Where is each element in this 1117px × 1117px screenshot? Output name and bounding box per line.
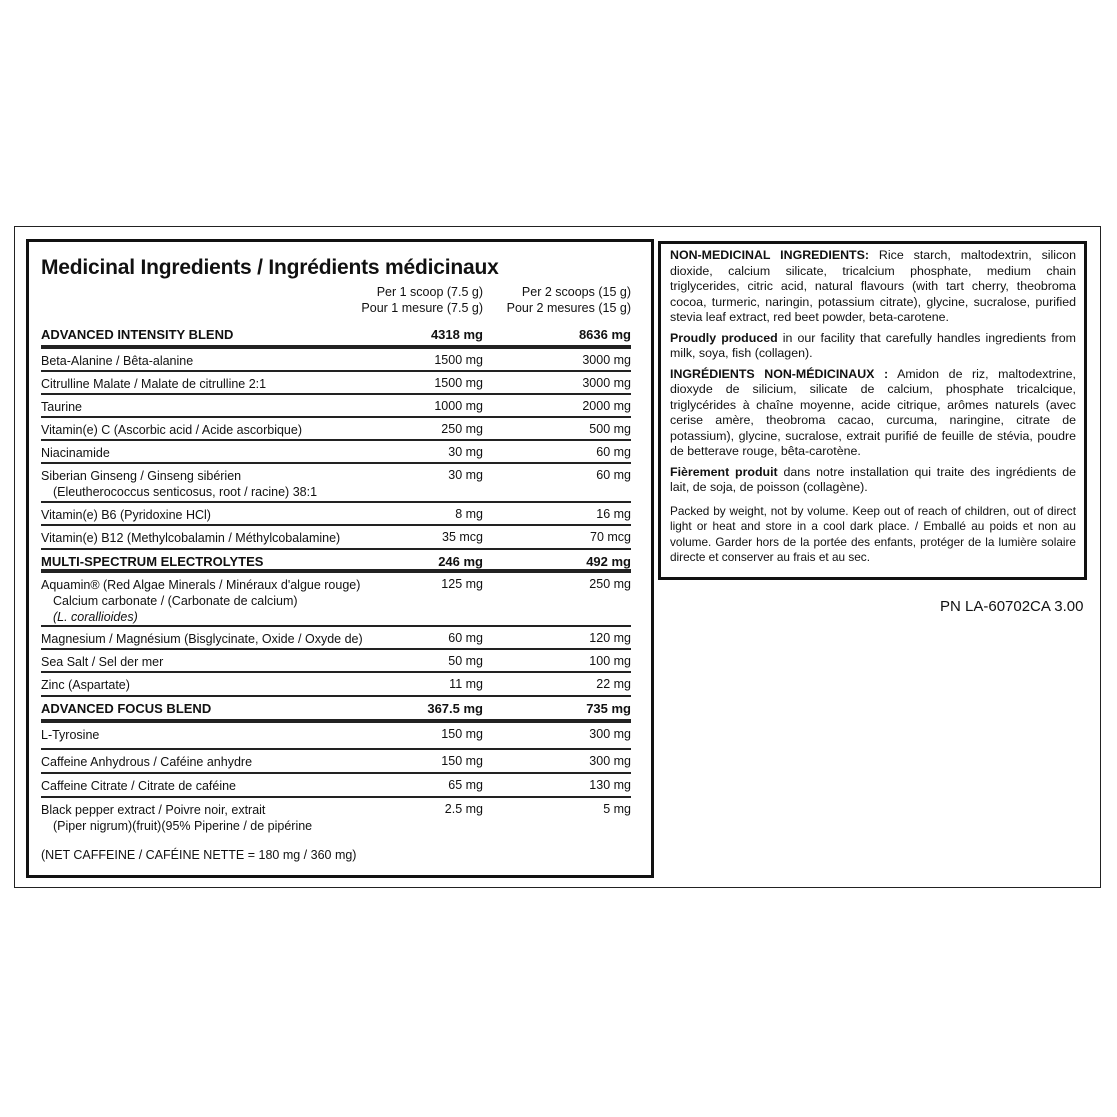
amount-per-2-scoops: 300 mg — [589, 754, 631, 768]
ingredient-name-text: Zinc (Aspartate) — [41, 678, 130, 692]
amount-per-1-scoop: 1000 mg — [434, 399, 483, 413]
table-row — [41, 673, 631, 697]
table-row — [41, 573, 631, 627]
column-header-per-2-scoops — [507, 284, 631, 316]
amount-per-1-scoop: 150 mg — [441, 727, 483, 741]
part-number: PN LA-60702CA 3.00 — [940, 598, 1084, 615]
ingredient-name-text: Aquamin® (Red Algae Minerals / Minéraux d'algue rouge) — [41, 578, 361, 592]
amount-per-2-scoops: 100 mg — [589, 654, 631, 668]
table-row — [41, 774, 631, 798]
ingredient-subline: (Eleutherococcus senticosus, root / racine) 38:1 — [53, 485, 318, 499]
ingredient-name — [41, 654, 411, 670]
non-medicinal-fr-text: Amidon de riz, maltodextrine, dioxyde de silicium, silicate de calcium, phosphate tricalcique, triglycérides à chaîne moyenne, acide citrique, arômes naturels (avec cerise amère, theobroma cacao, curcuma, naringine, citrate de potassium), glycine, sucralose, extrait purifié de feuille de stévia, poudre de betterave rouge, bêta-carotène. — [670, 366, 1076, 458]
amount-per-2-scoops: 120 mg — [589, 631, 631, 645]
table-row — [41, 418, 631, 441]
ingredient-name-text: Siberian Ginseng / Ginseng sibérien — [41, 469, 242, 483]
non-medicinal-en-label: NON-MEDICINAL INGREDIENTS: — [670, 248, 869, 262]
ingredient-name-text: Niacinamide — [41, 446, 110, 460]
amount-per-1-scoop: 60 mg — [448, 631, 483, 645]
amount-per-1-scoop: 250 mg — [441, 422, 483, 436]
amount-per-1-scoop: 50 mg — [448, 654, 483, 668]
net-caffeine-note: (NET CAFFEINE / CAFÉINE NETTE = 180 mg / 360 mg) — [41, 848, 357, 862]
col1-header-en: Per 1 scoop (7.5 g) — [376, 285, 483, 299]
proudly-produced-label: Proudly produced — [670, 330, 778, 345]
blend-row — [41, 550, 631, 573]
amount-per-2-scoops: 3000 mg — [582, 353, 631, 367]
amount-per-2-scoops: 60 mg — [596, 468, 631, 482]
amount-per-1-scoop: 4318 mg — [430, 327, 483, 342]
ingredient-name — [41, 631, 411, 647]
col1-header-fr: Pour 1 mesure (7.5 g) — [361, 301, 483, 315]
blend-row — [41, 323, 631, 349]
non-medicinal-fr-label: INGRÉDIENTS NON-MÉDICINAUX : — [670, 366, 889, 381]
ingredient-name — [41, 530, 411, 546]
ingredient-name — [41, 327, 411, 343]
amount-per-1-scoop: 150 mg — [441, 754, 483, 768]
amount-per-1-scoop: 1500 mg — [434, 353, 483, 367]
non-medicinal-panel — [658, 241, 1087, 580]
amount-per-1-scoop: 125 mg — [441, 577, 483, 591]
amount-per-1-scoop: 11 mg — [449, 677, 483, 691]
amount-per-2-scoops: 5 mg — [603, 802, 631, 816]
fierement-produit-text: dans notre installation qui traite des ingrédients de lait, de soja, de poisson (collagène). — [670, 464, 1076, 494]
amount-per-2-scoops: 60 mg — [596, 445, 631, 459]
ingredient-subline: (Piper nigrum)(fruit)(95% Piperine / de pipérine — [53, 819, 313, 833]
ingredient-name-text: L-Tyrosine — [41, 728, 100, 742]
storage-note: Packed by weight, not by volume. Keep out of reach of children, out of direct light or heat and store in a cool dark place. / Emballé au poids et non au volume. Garder hors de la portée des enfants, protéger de la lumière solaire directe et conserver au frais et au sec. — [670, 503, 1076, 564]
ingredient-name-text: ADVANCED INTENSITY BLEND — [41, 327, 234, 342]
ingredient-name-text: Beta-Alanine / Bêta-alanine — [41, 354, 194, 368]
table-row — [41, 526, 631, 550]
amount-per-2-scoops: 22 mg — [596, 677, 631, 691]
ingredient-name-text: Black pepper extract / Poivre noir, extrait — [41, 803, 266, 817]
amount-per-1-scoop: 35 mcg — [442, 530, 483, 544]
ingredient-name — [41, 727, 411, 743]
amount-per-1-scoop: 246 mg — [438, 554, 483, 569]
ingredient-name-text: Caffeine Anhydrous / Caféine anhydre — [41, 755, 253, 769]
ingredient-name-text: Caffeine Citrate / Citrate de caféine — [41, 779, 237, 793]
proudly-produced-text: in our facility that carefully handles ingredients from milk, soya, fish (collagen). — [670, 330, 1076, 360]
table-row — [41, 464, 631, 503]
amount-per-2-scoops: 250 mg — [589, 577, 631, 591]
table-row — [41, 441, 631, 464]
non-medicinal-fr — [670, 367, 1076, 460]
ingredient-name-text: Sea Salt / Sel der mer — [41, 655, 164, 669]
amount-per-2-scoops: 735 mg — [586, 701, 631, 716]
col2-header-fr: Pour 2 mesures (15 g) — [506, 301, 631, 315]
column-header-per-1-scoop — [361, 284, 483, 316]
ingredient-table — [41, 323, 631, 837]
ingredient-name-text: Citrulline Malate / Malate de citrulline 2:1 — [41, 377, 267, 391]
ingredient-name — [41, 701, 411, 717]
ingredient-name — [41, 577, 411, 625]
ingredient-name-text: Vitamin(e) B6 (Pyridoxine HCl) — [41, 508, 211, 522]
amount-per-1-scoop: 367.5 mg — [427, 701, 483, 716]
panel-title: Medicinal Ingredients / Ingrédients médicinaux — [41, 256, 499, 279]
amount-per-1-scoop: 30 mg — [448, 445, 483, 459]
amount-per-2-scoops: 2000 mg — [582, 399, 631, 413]
amount-per-2-scoops: 130 mg — [589, 778, 631, 792]
ingredient-name — [41, 802, 411, 834]
table-row — [41, 349, 631, 372]
ingredient-name — [41, 677, 411, 693]
amount-per-1-scoop: 2.5 mg — [444, 802, 483, 816]
amount-per-2-scoops: 8636 mg — [578, 327, 631, 342]
col2-header-en: Per 2 scoops (15 g) — [521, 285, 631, 299]
medicinal-ingredients-panel — [26, 239, 654, 878]
amount-per-2-scoops: 16 mg — [596, 507, 631, 521]
ingredient-name — [41, 468, 411, 500]
amount-per-2-scoops: 3000 mg — [582, 376, 631, 390]
non-medicinal-en-text: Rice starch, maltodextrin, silicon dioxide, calcium silicate, tricalcium phosphate, medium chain triglycerides, citric acid, natural flavours (with tart cherry, theobroma cocoa, turmeric, naringin, potassium citrate), glycine, sucralose, purified stevia leaf extract, red beet powder, beta-carotene. — [670, 248, 1076, 324]
fierement-produit — [670, 465, 1076, 496]
ingredient-name-text: Taurine — [41, 400, 82, 414]
amount-per-1-scoop: 30 mg — [448, 468, 483, 482]
ingredient-name — [41, 376, 411, 392]
ingredient-name — [41, 754, 411, 770]
fierement-produit-label: Fièrement produit — [670, 464, 778, 479]
table-row — [41, 650, 631, 673]
table-row — [41, 798, 631, 837]
ingredient-name-text: Vitamin(e) B12 (Methylcobalamin / Méthylcobalamine) — [41, 531, 341, 545]
ingredient-name-text: ADVANCED FOCUS BLEND — [41, 701, 212, 716]
amount-per-1-scoop: 8 mg — [455, 507, 483, 521]
ingredient-name-text: Vitamin(e) C (Ascorbic acid / Acide ascorbique) — [41, 423, 302, 437]
ingredient-name — [41, 353, 411, 369]
proudly-produced — [670, 331, 1076, 362]
ingredient-subline: Calcium carbonate / (Carbonate de calcium) — [53, 594, 298, 608]
non-medicinal-en — [670, 248, 1076, 326]
amount-per-1-scoop: 65 mg — [448, 778, 483, 792]
ingredient-subline-2: (L. corallioides) — [53, 610, 138, 624]
table-row — [41, 723, 631, 750]
ingredient-name — [41, 445, 411, 461]
ingredient-name-text: MULTI-SPECTRUM ELECTROLYTES — [41, 554, 264, 569]
table-row — [41, 627, 631, 650]
amount-per-2-scoops: 300 mg — [589, 727, 631, 741]
table-row — [41, 395, 631, 418]
amount-per-2-scoops: 492 mg — [586, 554, 631, 569]
amount-per-2-scoops: 500 mg — [589, 422, 631, 436]
ingredient-name — [41, 554, 411, 570]
ingredient-name — [41, 507, 411, 523]
ingredient-name — [41, 778, 411, 794]
blend-row — [41, 697, 631, 723]
ingredient-name-text: Magnesium / Magnésium (Bisglycinate, Oxide / Oxyde de) — [41, 632, 363, 646]
table-row — [41, 750, 631, 774]
table-row — [41, 503, 631, 526]
amount-per-1-scoop: 1500 mg — [434, 376, 483, 390]
ingredient-name — [41, 422, 411, 438]
table-row — [41, 372, 631, 395]
amount-per-2-scoops: 70 mcg — [590, 530, 631, 544]
ingredient-name — [41, 399, 411, 415]
